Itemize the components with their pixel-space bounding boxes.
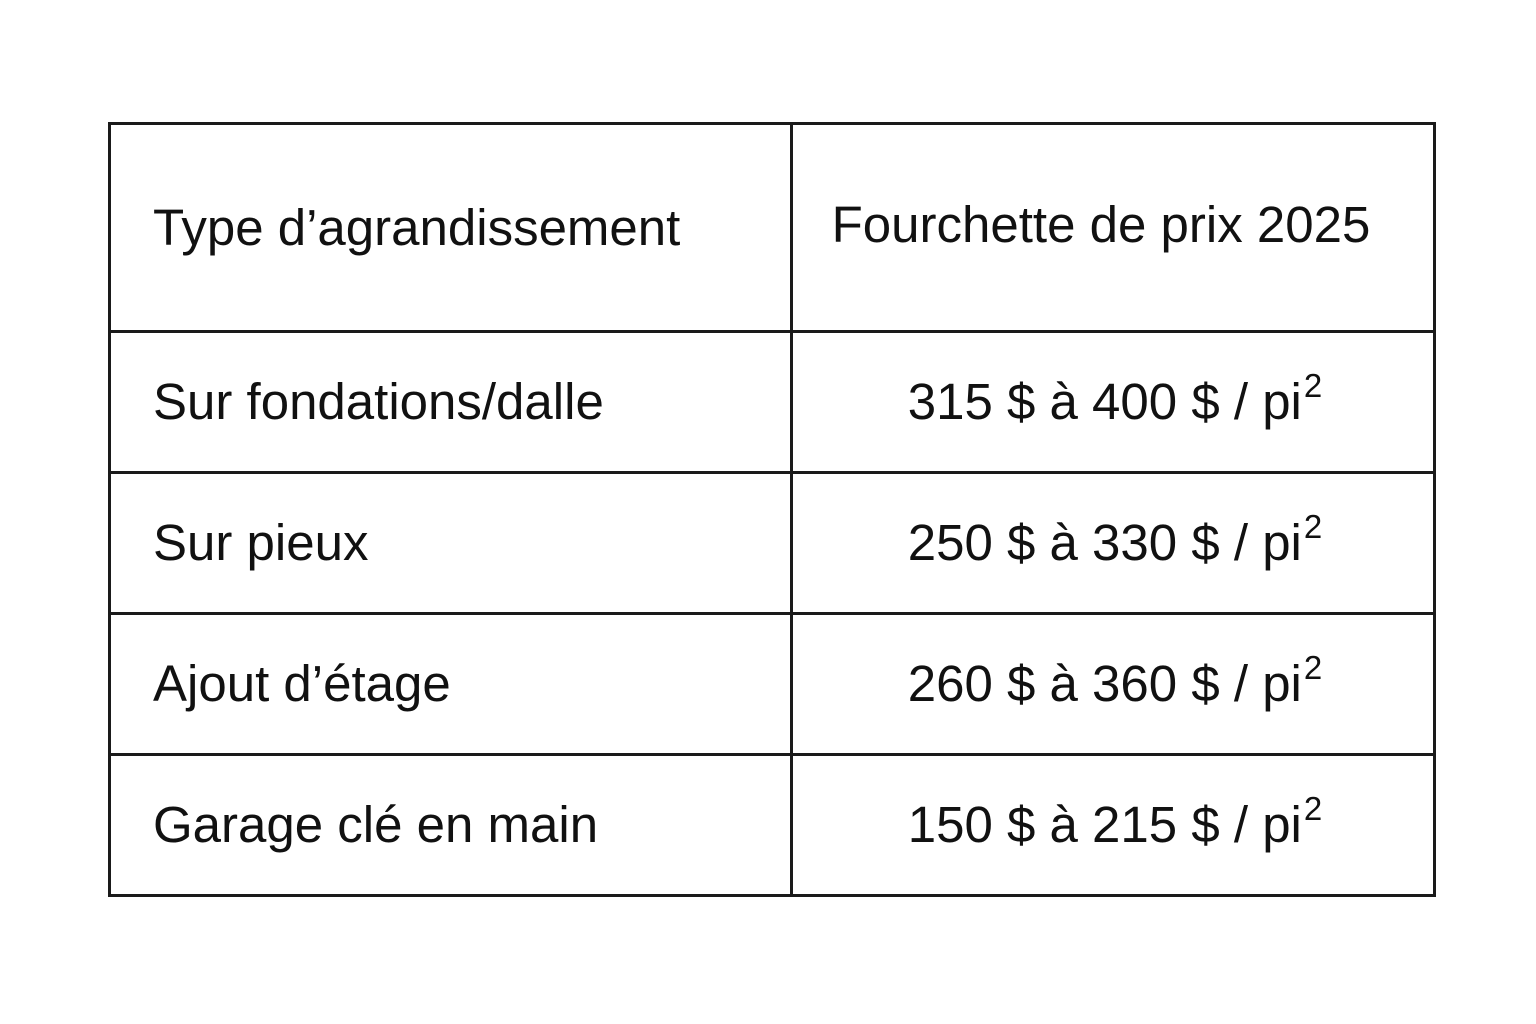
row-type-label: Sur pieux bbox=[110, 473, 792, 614]
price-value: 260 $ à 360 $ bbox=[907, 655, 1220, 712]
row-price-range bbox=[792, 755, 1435, 896]
unit-exponent: 2 bbox=[1303, 367, 1323, 404]
price-range-table bbox=[108, 122, 1436, 897]
price-value: 150 $ à 215 $ bbox=[907, 796, 1220, 853]
row-type-label: Garage clé en main bbox=[110, 755, 792, 896]
unit-label: / pi bbox=[1219, 373, 1302, 430]
row-price-range bbox=[792, 332, 1435, 473]
row-type-label: Ajout d’étage bbox=[110, 614, 792, 755]
unit-exponent: 2 bbox=[1303, 508, 1323, 545]
table-row bbox=[110, 755, 1435, 896]
unit-label: / pi bbox=[1219, 655, 1302, 712]
row-type-label: Sur fondations/dalle bbox=[110, 332, 792, 473]
header-price-range: Fourchette de prix 2025 bbox=[792, 124, 1435, 332]
unit-exponent: 2 bbox=[1303, 649, 1323, 686]
table-row bbox=[110, 614, 1435, 755]
price-value: 250 $ à 330 $ bbox=[907, 514, 1220, 571]
table-row bbox=[110, 332, 1435, 473]
price-value: 315 $ à 400 $ bbox=[907, 373, 1220, 430]
row-price-range bbox=[792, 614, 1435, 755]
header-type: Type d’agrandissement bbox=[110, 124, 792, 332]
unit-label: / pi bbox=[1219, 514, 1302, 571]
table-row bbox=[110, 473, 1435, 614]
unit-exponent: 2 bbox=[1303, 790, 1323, 827]
unit-label: / pi bbox=[1219, 796, 1302, 853]
row-price-range bbox=[792, 473, 1435, 614]
table-header-row bbox=[110, 124, 1435, 332]
